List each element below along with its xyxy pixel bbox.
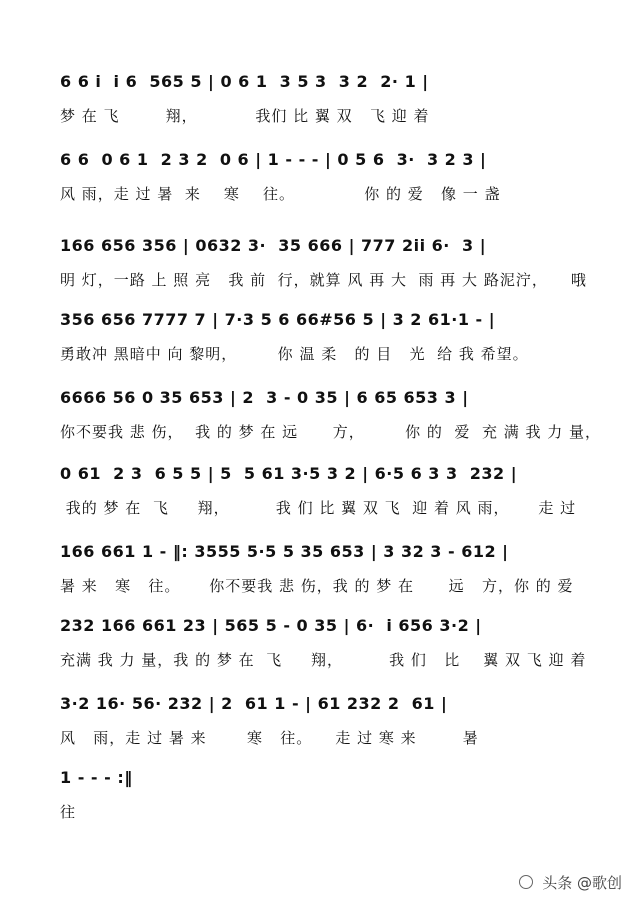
lyrics-line: 勇敢冲 黑暗中 向 黎明， 你 温 柔 的 目 光 给 我 希望。 — [60, 345, 529, 363]
system-6 — [60, 460, 590, 550]
watermark-icon — [519, 875, 533, 889]
notes-line: 356 656 7777 7 | 7·3 5 6 66#56 5 | 3 2 61·1 - | — [60, 310, 496, 329]
watermark — [519, 872, 622, 893]
system-1 — [60, 68, 590, 158]
lyrics-line: 明 灯，一路 上 照 亮 我 前 行，就算 风 再 大 雨 再 大 路泥泞， 哦 — [60, 271, 587, 289]
lyrics-line: 充满 我 力 量，我 的 梦 在 飞 翔， 我 们 比 翼 双 飞 迎 着 — [60, 651, 587, 669]
notes-line: 232 166 661 23 | 565 5 - 0 35 | 6· i 656 3·2 | — [60, 616, 482, 635]
notes-line: 166 656 356 | 0632 3· 35 666 | 777 2ii 6· 3 | — [60, 236, 487, 255]
system-8 — [60, 612, 590, 702]
lyrics-line: 风 雨，走 过 暑 来 寒 往。 你 的 爱 像 一 盏 — [60, 185, 501, 203]
watermark-prefix: 头条 — [542, 874, 573, 892]
lyrics-line: 你不要我 悲 伤， 我 的 梦 在 远 方， 你 的 爱 充 满 我 力 量， — [60, 423, 602, 441]
notes-line: 0 61 2 3 6 5 5 | 5 5 61 3·5 3 2 | 6·5 6 3 3 232 | — [60, 464, 518, 483]
system-4 — [60, 306, 590, 396]
notes-line: 6 6 i i 6 565 5 | 0 6 1 3 5 3 3 2 2· 1 | — [60, 72, 429, 91]
notes-line: 3·2 16· 56· 232 | 2 61 1 - | 61 232 2 61 | — [60, 694, 448, 713]
notes-line: 6 6 0 6 1 2 3 2 0 6 | 1 - - - | 0 5 6 3· 3 2 3 | — [60, 150, 487, 169]
notes-line: 166 661 1 - ‖: 3555 5·5 5 35 653 | 3 32 3 - 612 | — [60, 542, 509, 561]
watermark-handle: @歌创 — [576, 874, 622, 892]
system-10 — [60, 764, 590, 854]
lyrics-line: 风 雨，走 过 暑 来 寒 往。 走 过 寒 来 暑 — [60, 729, 479, 747]
lyrics-line: 暑 来 寒 往。 你不要我 悲 伤，我 的 梦 在 远 方，你 的 爱 — [60, 577, 574, 595]
notes-line: 1 - - - :‖ — [60, 768, 133, 787]
notes-line: 6666 56 0 35 653 | 2 3 - 0 35 | 6 65 653 3 | — [60, 388, 469, 407]
system-2 — [60, 146, 590, 236]
lyrics-line: 梦 在 飞 翔， 我们 比 翼 双 飞 迎 着 — [60, 107, 430, 125]
lyrics-line: 往 — [60, 803, 77, 821]
lyrics-line: 我的 梦 在 飞 翔， 我 们 比 翼 双 飞 迎 着 风 雨， 走 过 — [60, 499, 577, 517]
